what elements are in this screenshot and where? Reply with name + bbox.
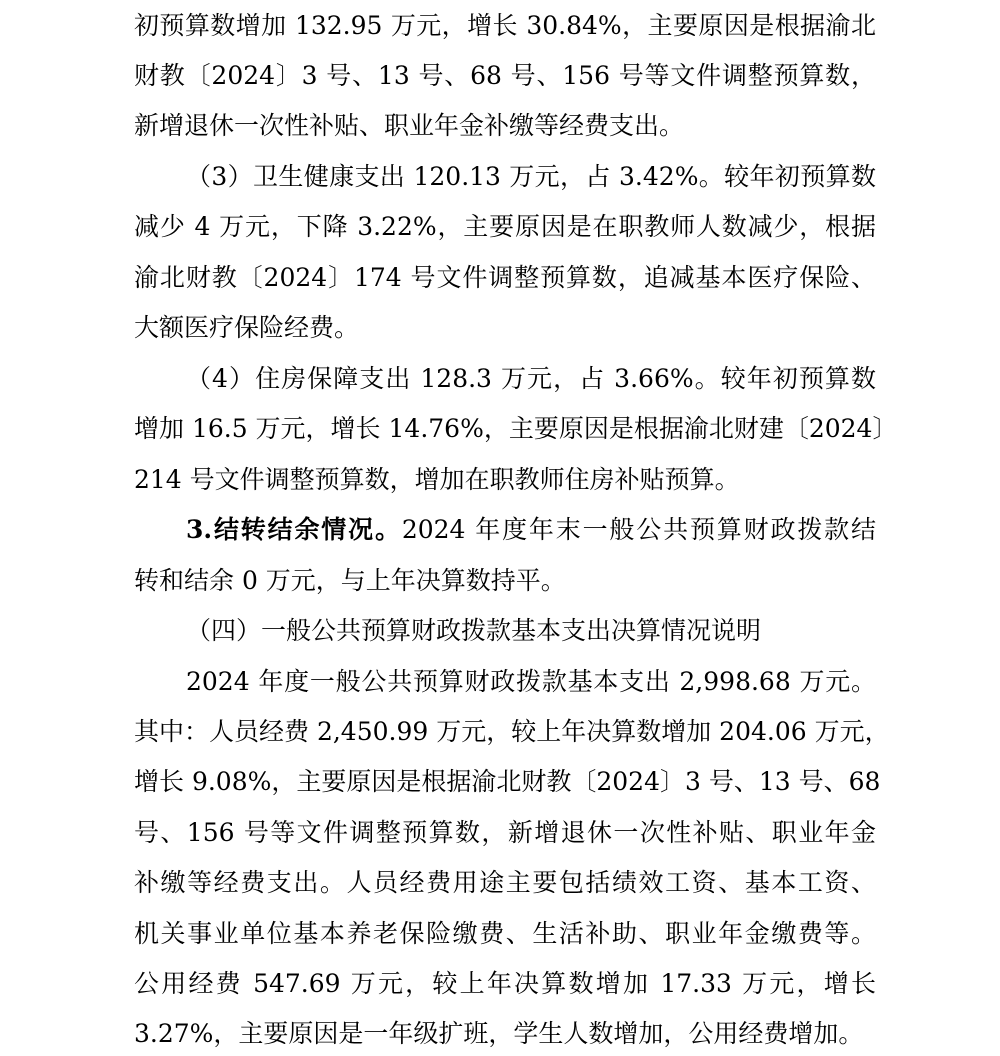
paragraph-line: 2024 年度一般公共预算财政拨款基本支出 2,998.68 万元。 <box>186 667 876 696</box>
carryover-heading: 3.结转结余情况。 <box>186 515 402 544</box>
carryover-line <box>186 512 876 548</box>
paragraph-line: 增长 9.08%，主要原因是根据渝北财教〔2024〕3 号、13 号、68 <box>134 767 881 796</box>
paragraph-line: 减少 4 万元，下降 3.22%，主要原因是在职教师人数减少，根据 <box>134 212 876 241</box>
paragraph-line: 补缴等经费支出。人员经费用途主要包括绩效工资、基本工资、 <box>134 868 876 897</box>
paragraph-line: 转和结余 0 万元，与上年决算数持平。 <box>134 566 566 595</box>
paragraph-line: 公用经费 547.69 万元，较上年决算数增加 17.33 万元，增长 <box>134 969 876 998</box>
paragraph-line: 财教〔2024〕3 号、13 号、68 号、156 号等文件调整预算数， <box>134 61 876 90</box>
paragraph-line: 渝北财教〔2024〕174 号文件调整预算数，追减基本医疗保险、 <box>134 263 876 292</box>
paragraph-line: 3.27%，主要原因是一年级扩班，学生人数增加，公用经费增加。 <box>134 1019 864 1048</box>
paragraph-line: 机关事业单位基本养老保险缴费、生活补助、职业年金缴费等。 <box>134 919 876 948</box>
section-heading: （四）一般公共预算财政拨款基本支出决算情况说明 <box>186 616 762 645</box>
carryover-text: 2024 年度年末一般公共预算财政拨款结 <box>401 515 876 544</box>
paragraph-line: （3）卫生健康支出 120.13 万元，占 3.42%。较年初预算数 <box>186 162 876 191</box>
paragraph-line: （4）住房保障支出 128.3 万元，占 3.66%。较年初预算数 <box>186 364 876 393</box>
paragraph-line: 初预算数增加 132.95 万元，增长 30.84%，主要原因是根据渝北 <box>134 11 876 40</box>
paragraph-line: 增加 16.5 万元，增长 14.76%，主要原因是根据渝北财建〔2024〕 <box>134 414 898 443</box>
paragraph-line: 号、156 号等文件调整预算数，新增退休一次性补贴、职业年金 <box>134 818 876 847</box>
paragraph-line: 214 号文件调整预算数，增加在职教师住房补贴预算。 <box>134 465 740 494</box>
paragraph-line: 其中：人员经费 2,450.99 万元，较上年决算数增加 204.06 万元， <box>134 717 890 746</box>
paragraph-line: 大额医疗保险经费。 <box>134 313 360 342</box>
paragraph-line: 新增退休一次性补贴、职业年金补缴等经费支出。 <box>134 111 685 140</box>
